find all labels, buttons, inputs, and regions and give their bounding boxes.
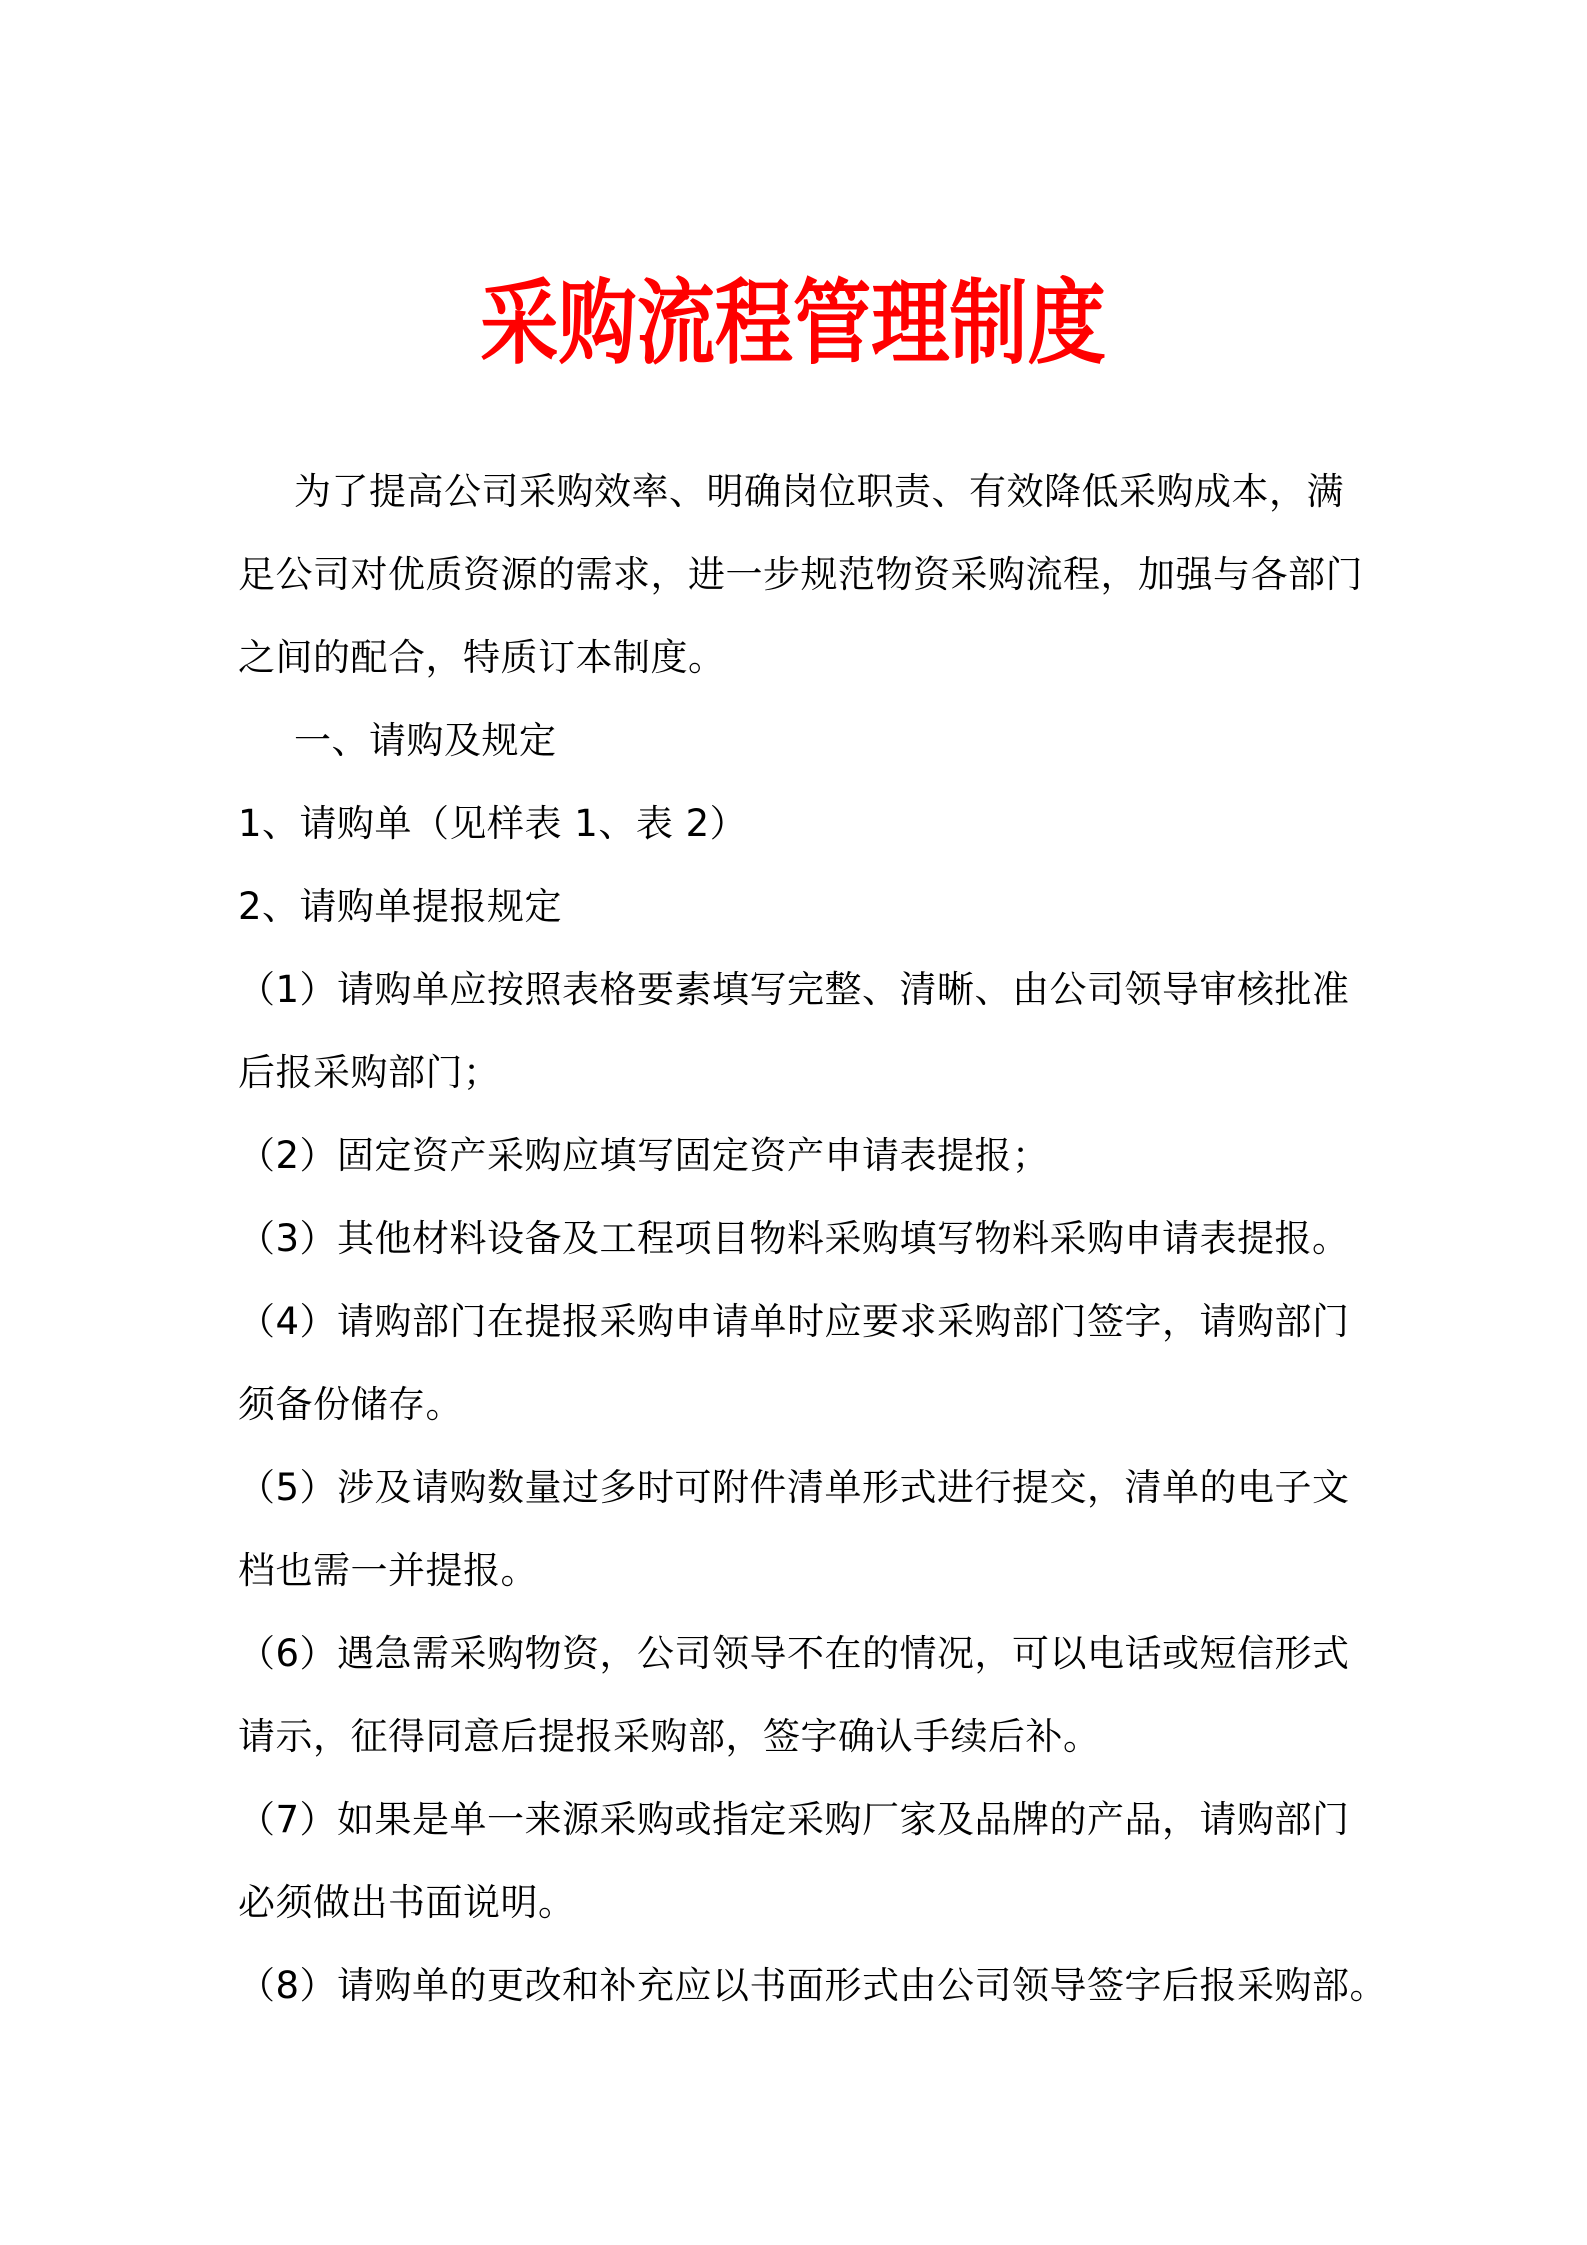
list-item: （6）遇急需采购物资，公司领导不在的情况，可以电话或短信形式 [238,1632,1350,1675]
list-item: （2）固定资产采购应填写固定资产申请表提报； [238,1134,1050,1177]
paragraph-line: 档也需一并提报。 [238,1549,538,1592]
paragraph-line: 之间的配合，特质订本制度。 [238,636,726,679]
section-heading: 一、请购及规定 [294,719,557,762]
paragraph-line: 后报采购部门； [238,1051,501,1094]
list-item: （4）请购部门在提报采购申请单时应要求采购部门签字，请购部门 [238,1300,1350,1343]
list-item: （5）涉及请购数量过多时可附件清单形式进行提交，清单的电子文 [238,1466,1350,1509]
list-item: （1）请购单应按照表格要素填写完整、清晰、由公司领导审核批准 [238,968,1350,1011]
document-title [0,0,1587,377]
paragraph-line: 必须做出书面说明。 [238,1881,576,1924]
paragraph-line: 须备份储存。 [238,1383,463,1426]
document-title-text: 采购流程管理制度 [480,270,1107,377]
list-item: （8）请购单的更改和补充应以书面形式由公司领导签字后报采购部。 [238,1964,1388,2007]
paragraph-line: 为了提高公司采购效率、明确岗位职责、有效降低采购成本，满 [294,470,1344,513]
document-body [238,450,1387,2027]
list-item: （3）其他材料设备及工程项目物料采购填写物料采购申请表提报。 [238,1217,1350,1260]
paragraph-line: 足公司对优质资源的需求，进一步规范物资采购流程，加强与各部门 [238,553,1363,596]
list-item: 2、请购单提报规定 [238,885,563,928]
list-item: 1、请购单（见样表 1、表 2） [238,802,748,845]
list-item: （7）如果是单一来源采购或指定采购厂家及品牌的产品，请购部门 [238,1798,1350,1841]
paragraph-line: 请示，征得同意后提报采购部，签字确认手续后补。 [238,1715,1101,1758]
